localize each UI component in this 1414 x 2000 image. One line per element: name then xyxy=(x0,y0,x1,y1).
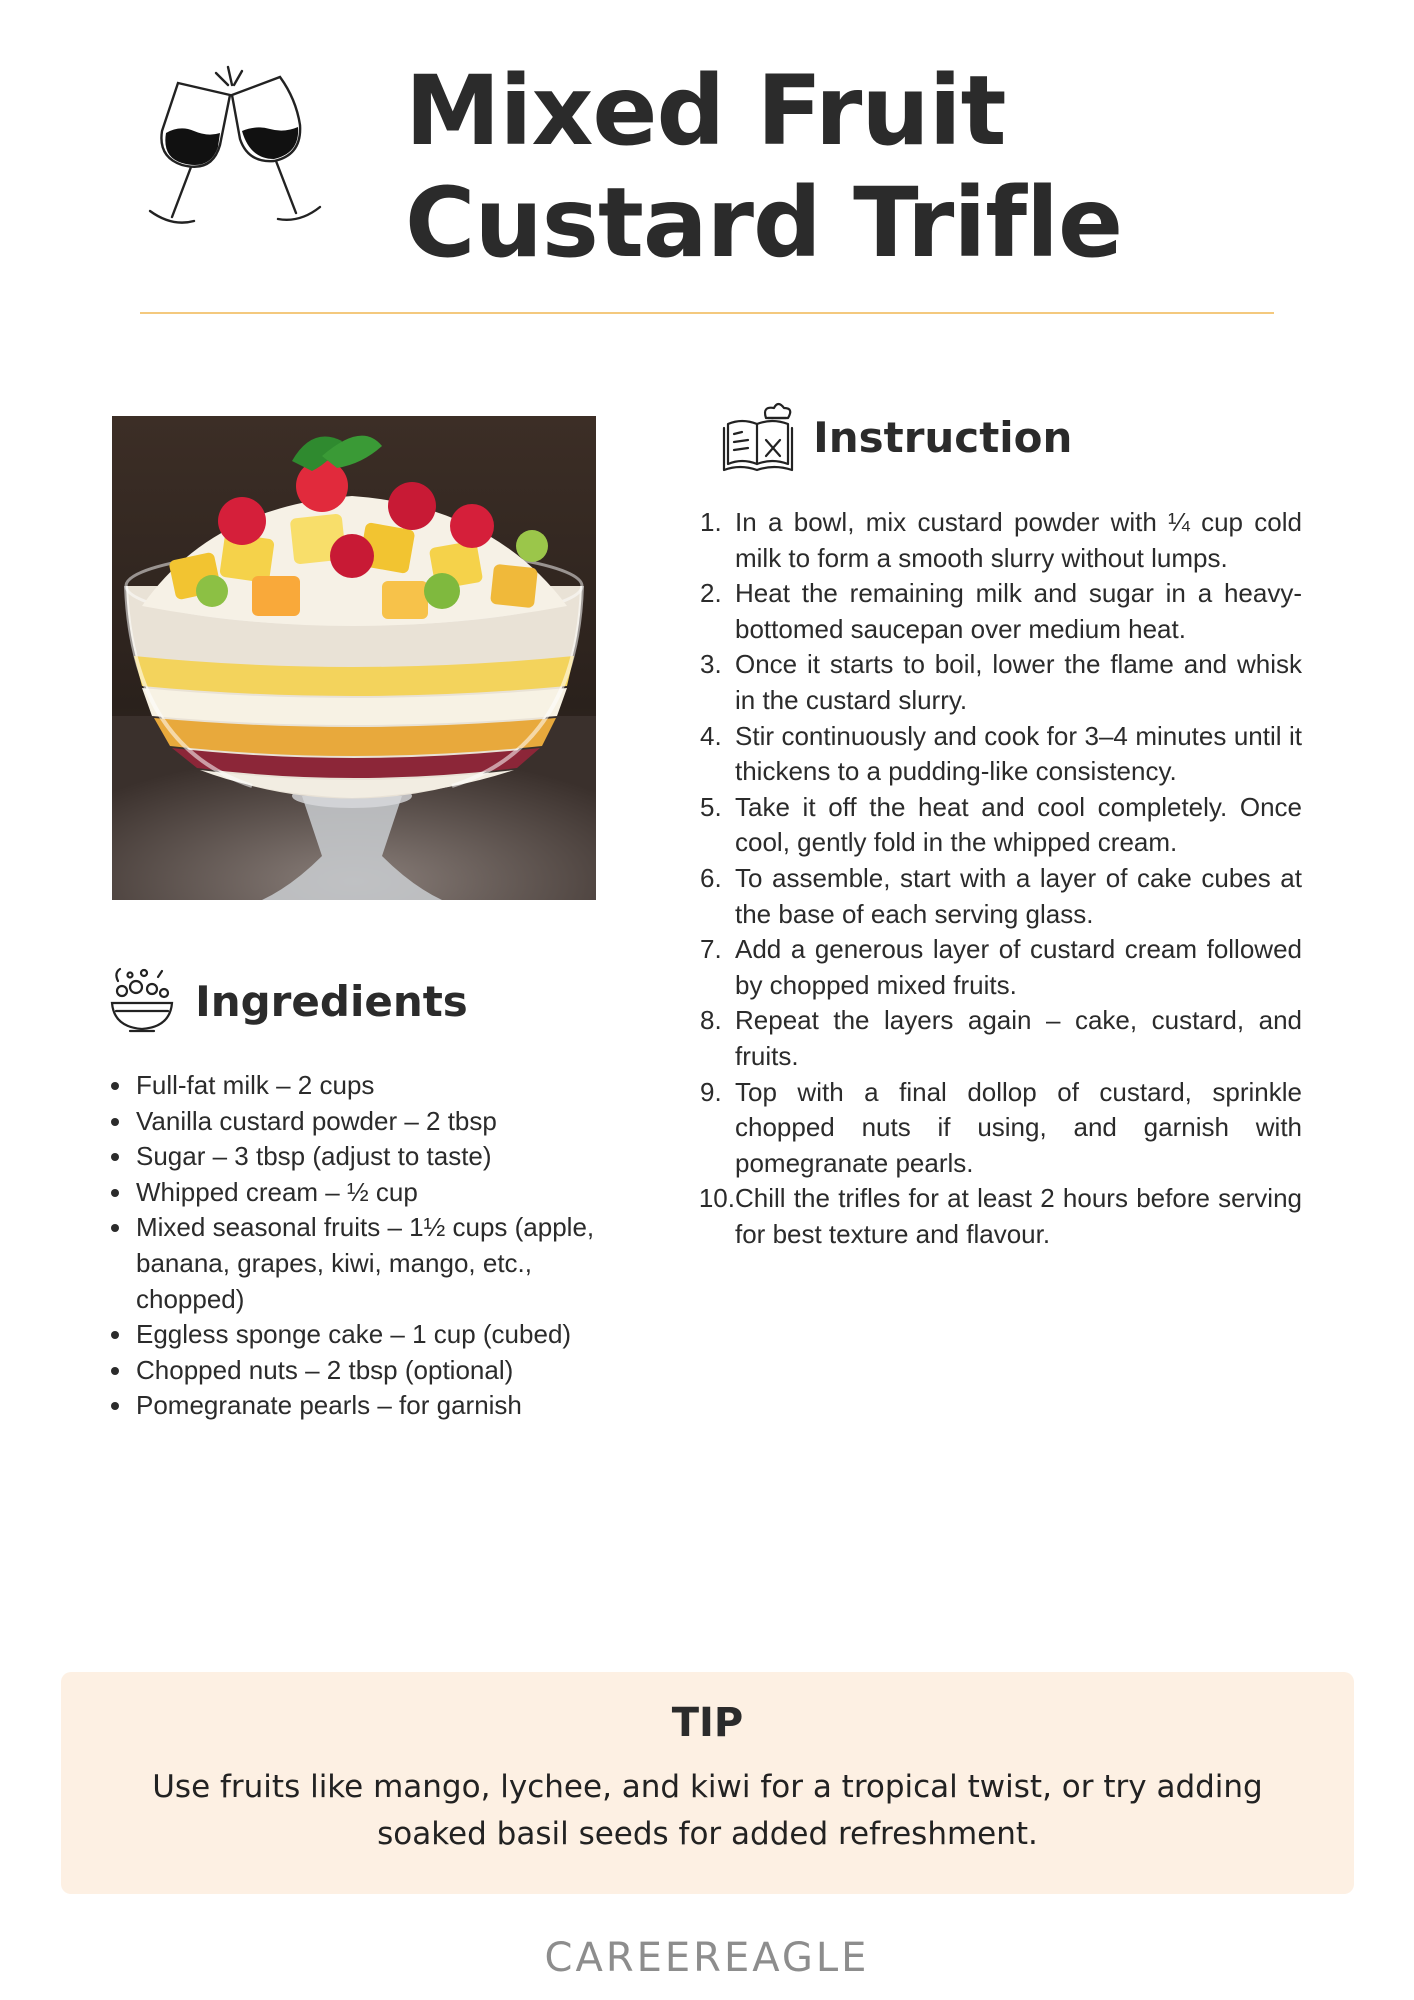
ingredient-item: • Vanilla custard powder – 2 tbsp xyxy=(134,1104,614,1140)
title-line-1: Mixed Fruit xyxy=(405,55,1006,167)
ingredient-item: • Whipped cream – ½ cup xyxy=(134,1175,614,1211)
instruction-step xyxy=(700,932,1302,1003)
instruction-step xyxy=(700,576,1302,647)
step-number: 5. xyxy=(700,791,722,822)
ingredient-item: • Full-fat milk – 2 cups xyxy=(134,1068,614,1104)
step-text: Stir continuously and cook for 3–4 minutes until it thickens to a pudding-like consistency. xyxy=(735,720,1302,787)
step-number: 1. xyxy=(700,507,722,537)
step-text: Take it off the heat and cool completely. Once cool, gently fold in the whipped cream. xyxy=(735,791,1302,858)
step-text: Top with a final dollop of custard, sprinkle chopped nuts if using, and garnish with pomegranate pearls. xyxy=(735,1076,1302,1178)
step-text: To assemble, start with a layer of cake cubes at the base of each serving glass. xyxy=(735,862,1302,929)
tip-title: TIP xyxy=(671,1700,744,1746)
instruction-step xyxy=(700,1075,1302,1182)
step-text: Once it starts to boil, lower the flame and whisk in the custard slurry. xyxy=(735,649,1302,715)
step-text: Chill the trifles for at least 2 hours before serving for best texture and flavour. xyxy=(735,1183,1302,1249)
page-title xyxy=(405,55,1305,279)
step-number: 7. xyxy=(700,934,722,965)
step-number: 10. xyxy=(698,1183,735,1214)
ingredients-header xyxy=(108,965,468,1045)
step-number: 8. xyxy=(700,1005,722,1036)
tip-box xyxy=(61,1672,1354,1894)
step-number: 3. xyxy=(700,649,722,680)
instruction-header xyxy=(722,400,1072,480)
step-number: 6. xyxy=(700,862,722,893)
instruction-step xyxy=(700,1181,1302,1252)
header-divider xyxy=(140,312,1274,314)
instruction-title: Instruction xyxy=(813,412,1073,462)
step-text: Add a generous layer of custard cream followed by chopped mixed fruits. xyxy=(735,934,1302,1000)
ingredient-item: • Sugar – 3 tbsp (adjust to taste) xyxy=(134,1139,614,1175)
instruction-step xyxy=(700,861,1302,932)
step-text: In a bowl, mix custard powder with ¼ cup cold milk to form a smooth slurry without lumps. xyxy=(735,507,1302,573)
trifle-photo xyxy=(112,416,596,900)
ingredients-list xyxy=(104,1068,614,1424)
instruction-step xyxy=(700,1003,1302,1074)
ingredient-item: • Pomegranate pearls – for garnish xyxy=(134,1388,614,1424)
instruction-list xyxy=(700,505,1302,1252)
ingredient-item: • Eggless sponge cake – 1 cup (cubed) xyxy=(134,1317,614,1353)
step-text: Repeat the layers again – cake, custard, and fruits. xyxy=(735,1005,1302,1071)
instruction-step xyxy=(700,790,1302,861)
toasting-glasses-icon xyxy=(120,55,330,235)
tip-text: Use fruits like mango, lychee, and kiwi for a tropical twist, or try adding soaked basil seeds for added refreshment. xyxy=(152,1769,1263,1852)
step-number: 9. xyxy=(700,1076,722,1107)
step-text: Heat the remaining milk and sugar in a heavy-bottomed saucepan over medium heat. xyxy=(735,578,1302,644)
instruction-step xyxy=(700,719,1302,790)
ingredient-item: • Mixed seasonal fruits – 1½ cups (apple, banana, grapes, kiwi, mango, etc., chopped) xyxy=(134,1210,614,1317)
step-number: 2. xyxy=(700,578,722,609)
instruction-step xyxy=(700,647,1302,718)
bowl-icon xyxy=(108,965,176,1037)
ingredients-title: Ingredients xyxy=(195,976,468,1026)
instruction-step xyxy=(700,505,1302,576)
step-number: 4. xyxy=(700,720,722,751)
careereagle-logo: CAREEREAGLE xyxy=(544,1935,870,1981)
recipe-book-icon xyxy=(722,400,794,474)
ingredient-item: • Chopped nuts – 2 tbsp (optional) xyxy=(134,1353,614,1389)
title-line-2: Custard Trifle xyxy=(405,167,1123,279)
